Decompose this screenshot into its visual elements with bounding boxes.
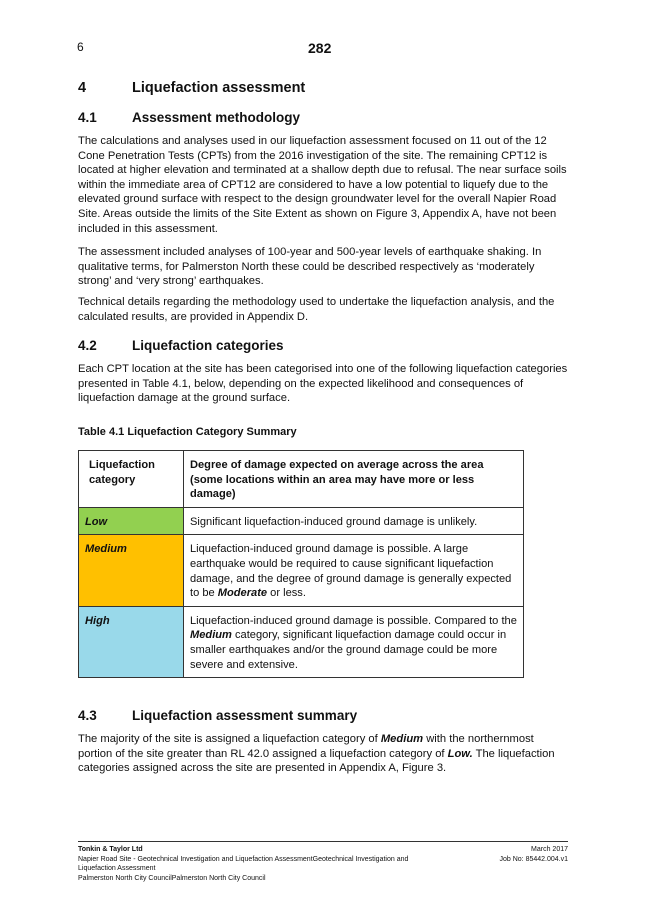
header-damage [184,451,524,508]
section-number: 4 [78,80,87,96]
methodology-paragraph-2: The assessment included analyses of 100-year and 500-year levels of earthquake shaking. In qualitative terms, for Palmerston North these could be described respectively as ‘moderately strong’ and ‘very strong’ earthquakes. [78,246,542,288]
header-damage-line-1: Degree of damage expected on average across the area [190,459,484,471]
methodology-paragraph-3: Technical details regarding the methodology used to undertake the liquefaction analysis, and the calculated results, are provided in Appendix D. [78,296,555,323]
footer-company: Tonkin & Taylor Ltd [78,846,143,853]
section-heading-4-2 [78,338,284,353]
table-row [79,606,524,677]
description-text: Liquefaction-induced ground damage is possible. Compared to the [190,614,517,627]
methodology-paragraph-1: The calculations and analyses used in our liquefaction assessment focused on 11 out of the 12 Cone Penetration Tests (CPTs) from the 2016 investigation of the site. The remaining CPT12 is located at higher elevation and terminated at a shallow depth due to refusal. The near surface soils within the immediate area of CPT12 are considered to have a low potential to liquefy due to the elevated ground surface with respect to the design groundwater level for the overall Napier Road Site. Areas outside the limits of the Site Extent as shown on Figure 3, Appendix A, have not been included in this assessment. [78,135,567,235]
table-header-row [79,451,524,508]
footer-job-number: Job No: 85442.004.v1 [499,855,568,863]
section-number: 4.3 [78,708,97,723]
category-cell-low: Low [79,507,184,535]
summary-text: The majority of the site is assigned a liquefaction category of [78,733,381,745]
footer-client: Palmerston North City CouncilPalmerston North City Council [78,874,266,882]
page-number: 6 [77,40,84,54]
summary-emphasis-low: Low. [447,747,473,760]
description-text: Liquefaction-induced ground damage is possible. A large earthquake would be required to cause significant liquefaction damage, and the degree of ground damage is generally expected to be [190,543,512,600]
table-row [79,507,524,535]
footer-right [470,845,568,864]
section-title: Liquefaction categories [132,338,284,353]
section-number: 4.1 [78,110,97,125]
description-text: category, significant liquefaction damage could occur in smaller earthquakes and/or the ground damage could be more severe and extensive. [190,629,507,671]
summary-text: with the northernmost portion of the site greater than RL 42.0 assigned a liquefaction category of [78,733,534,760]
description-cell [184,535,524,606]
liquefaction-category-table [78,450,524,678]
summary-paragraph [78,732,568,776]
header-category: Liquefaction category [79,451,184,508]
section-number: 4.2 [78,338,97,353]
section-title: Liquefaction assessment [132,80,306,96]
table-caption: Table 4.1 Liquefaction Category Summary [78,426,297,438]
description-text: Significant liquefaction-induced ground damage is unlikely. [190,515,478,528]
table-row [79,535,524,606]
description-cell [184,606,524,677]
footer-left [78,845,438,883]
header-damage-line-2: (some locations within an area may have more or less damage) [190,473,475,501]
category-cell-high: High [79,606,184,677]
footer-divider [78,841,568,842]
description-text: or less. [267,587,306,600]
summary-text: The liquefaction categories assigned across the site are presented in Appendix A, Figure 3. [78,747,555,775]
section-heading-4-1 [78,110,300,125]
description-cell [184,507,524,535]
footer-project-line-2: Liquefaction Assessment [78,865,156,872]
section-title: Assessment methodology [132,110,301,125]
summary-emphasis-medium: Medium [380,733,424,745]
section-title: Liquefaction assessment summary [132,708,358,723]
category-cell-medium: Medium [79,535,184,606]
footer-date: March 2017 [531,846,568,853]
stamp-number: 282 [308,40,332,56]
footer-project-line-1: Napier Road Site - Geotechnical Investigation and Liquefaction AssessmentGeotechnical Investigation and [78,855,409,863]
section-heading-4 [78,80,305,96]
categories-paragraph: Each CPT location at the site has been categorised into one of the following liquefaction categories presented in Table 4.1, below, depending on the expected likelihood and consequences of liquefaction damage at the ground surface. [78,363,568,405]
description-emphasis: Moderate [217,587,268,600]
description-emphasis: Medium [190,629,232,642]
section-heading-4-3 [78,708,357,723]
